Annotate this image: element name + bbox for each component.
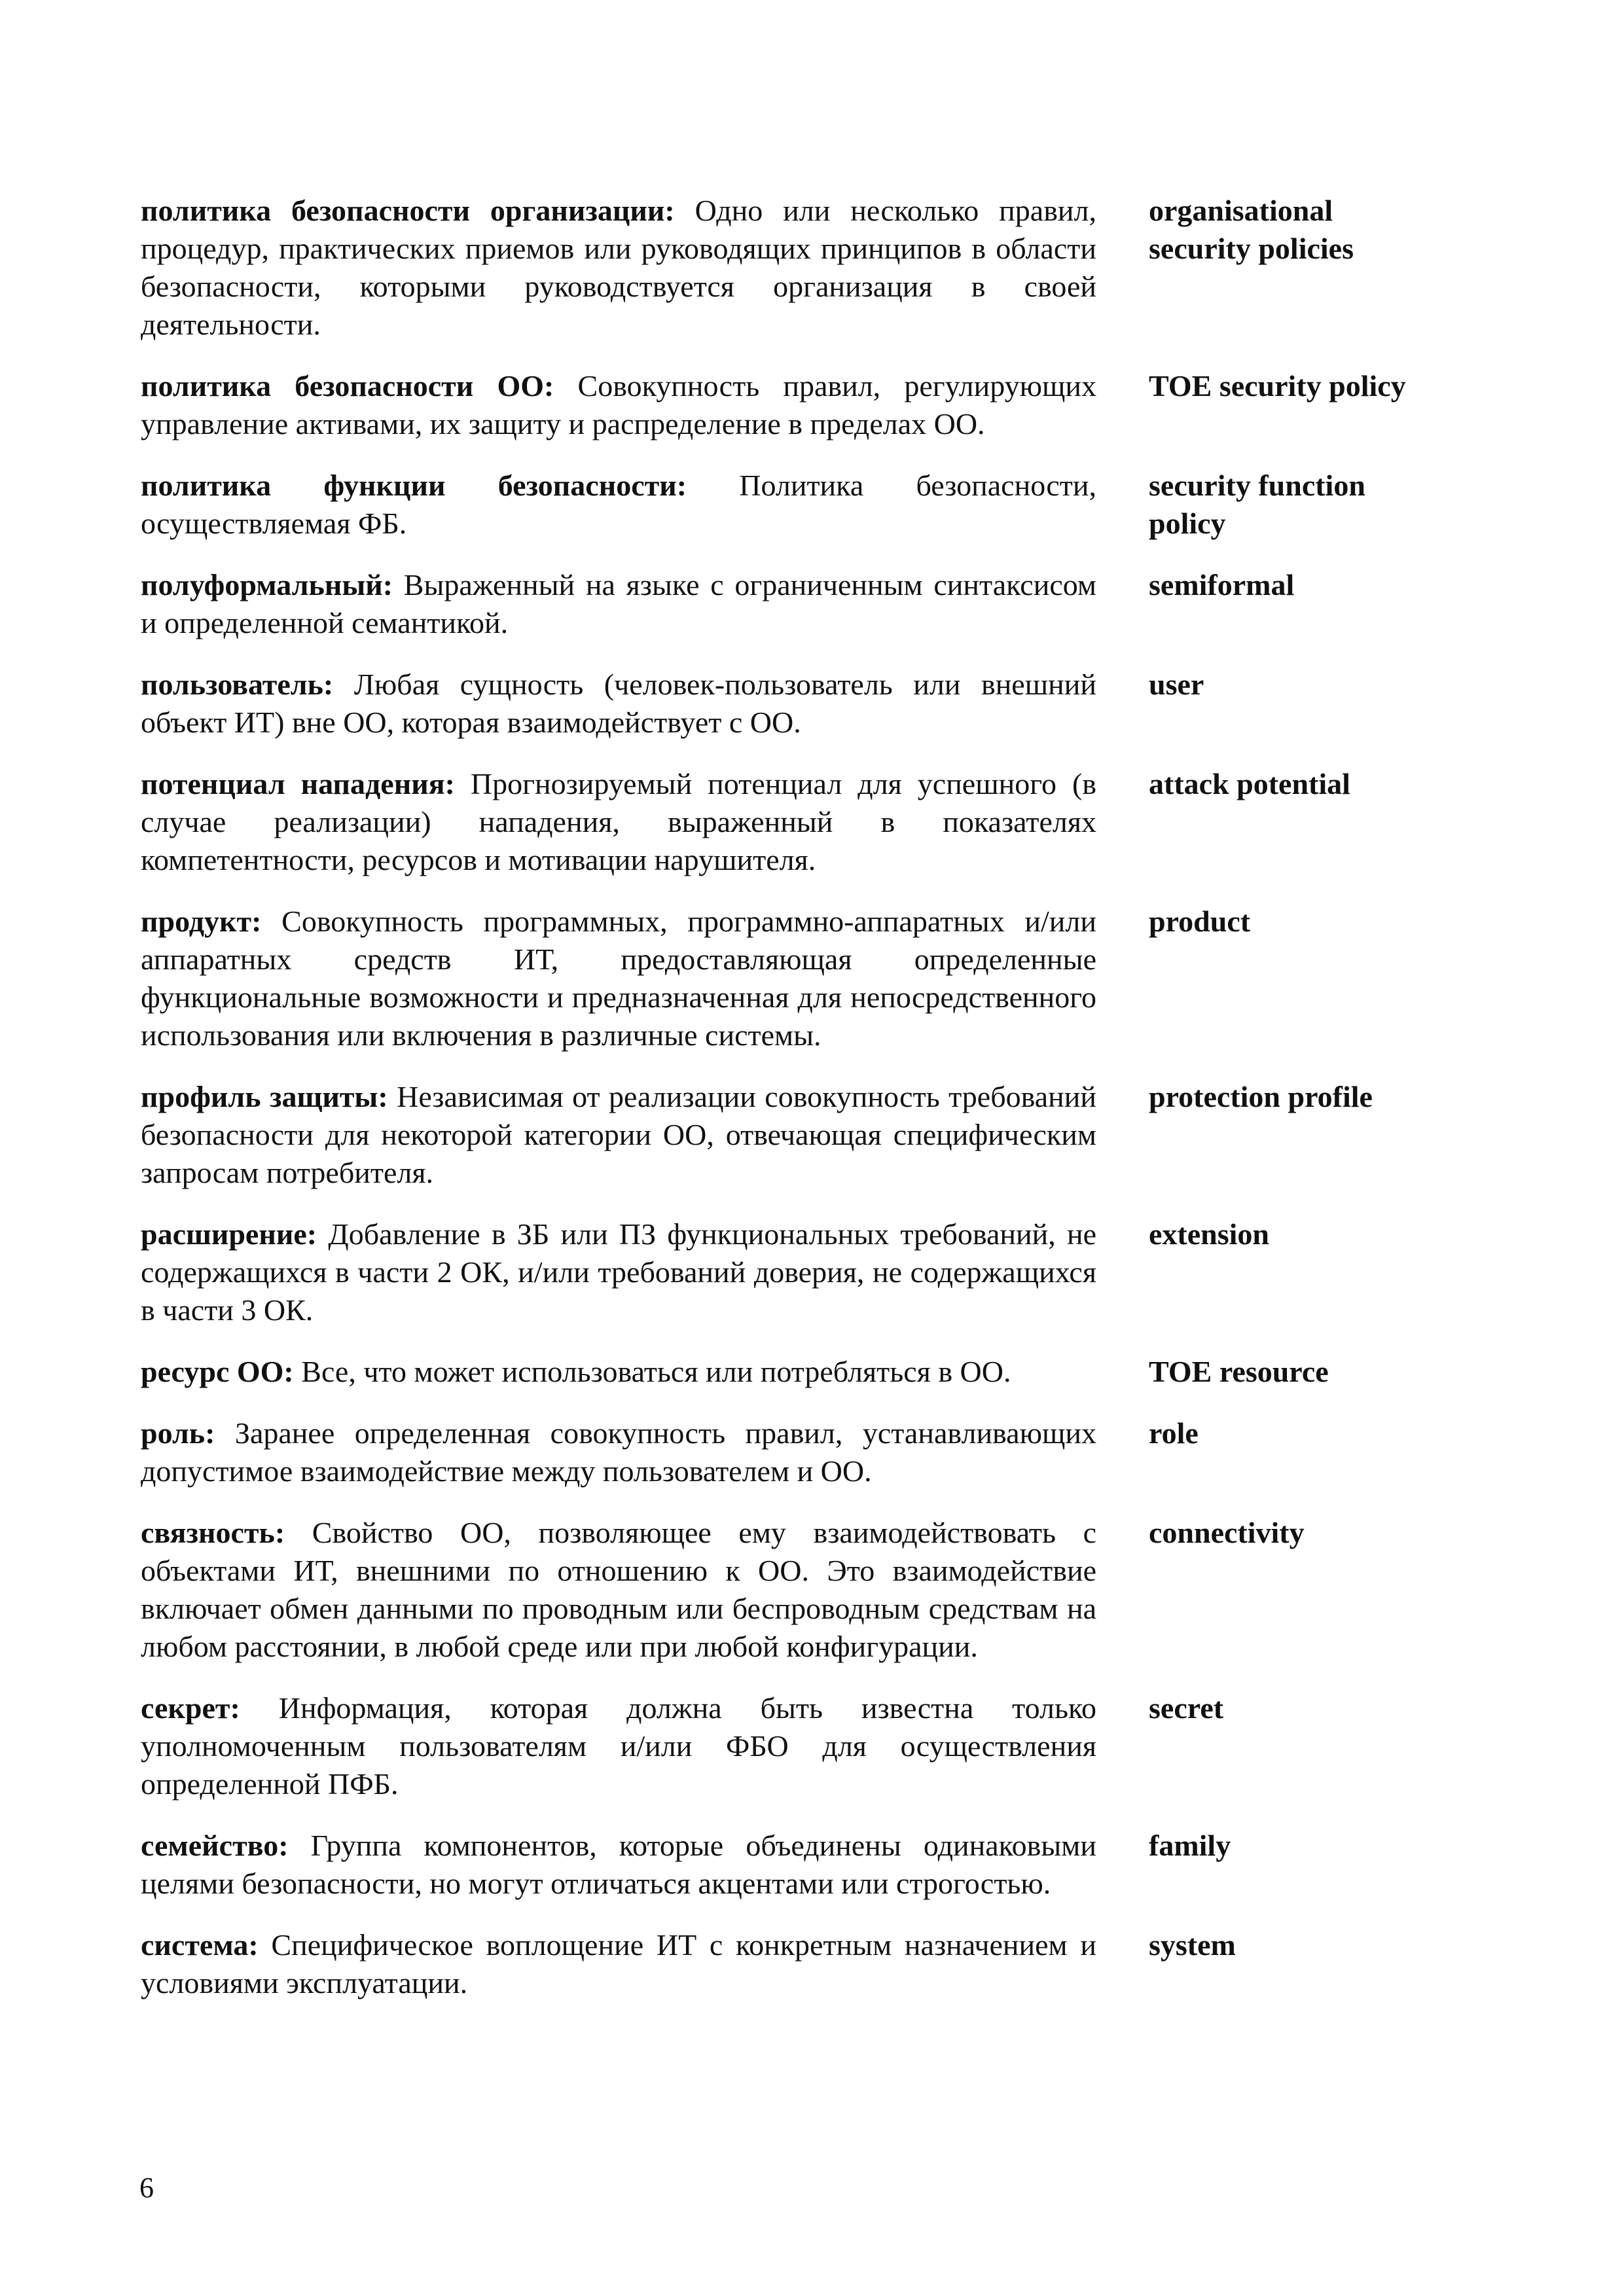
entry-term: политика функции безопасности:	[141, 469, 687, 502]
entry-definition: Прогнозируемый потенциал для успешного (в случае реализации) нападения, выраженный в показателях компетентности, ресурсов и мотивации нарушителя.	[141, 767, 1096, 876]
entry-term: секрет:	[141, 1691, 240, 1725]
entry-definition: Совокупность правил, регулирующих управление активами, их защиту и распределение в пределах ОО.	[141, 369, 1096, 440]
entry-english-term: role	[1149, 1416, 1199, 1450]
glossary-entry	[141, 1689, 1424, 1803]
entry-term: политика безопасности организации:	[141, 194, 675, 227]
glossary-entry	[141, 1078, 1424, 1192]
entry-term: профиль защиты:	[141, 1080, 388, 1113]
entry-definition-block	[141, 1215, 1096, 1329]
glossary-entry	[141, 1414, 1424, 1490]
glossary-entry	[141, 1215, 1424, 1329]
entry-term: связность:	[141, 1516, 285, 1549]
entry-english-term: product	[1149, 905, 1251, 938]
entry-definition: Свойство ОО, позволяющее ему взаимодействовать с объектами ИТ, внешними по отношению к ОО. Это взаимодействие включает обмен данными по проводным или беспроводным средствам на любом расстоянии, в любой среде или при любой конфигурации.	[141, 1516, 1096, 1663]
glossary-entry	[141, 1353, 1424, 1391]
entry-definition-block	[141, 1689, 1096, 1803]
entry-english-term: connectivity	[1149, 1516, 1305, 1549]
glossary-entry	[141, 1926, 1424, 2002]
glossary-list	[141, 192, 1424, 2026]
entry-english-term: security function policy	[1149, 469, 1365, 540]
entry-term: пользователь:	[141, 668, 334, 701]
entry-definition-block	[141, 903, 1096, 1054]
entry-definition-block	[141, 1353, 1096, 1391]
entry-english-term: TOE security policy	[1149, 369, 1406, 403]
entry-english-term: secret	[1149, 1691, 1224, 1725]
entry-definition: Выраженный на языке с ограниченным синтаксисом и определенной семантикой.	[141, 568, 1096, 639]
entry-english-term: TOE resource	[1149, 1355, 1329, 1388]
entry-term: продукт:	[141, 905, 262, 938]
entry-term: семейство:	[141, 1829, 289, 1862]
entry-definition: Независимая от реализации совокупность требований безопасности для некоторой категории ОО, отвечающая специфическим запросам потребителя.	[141, 1080, 1096, 1189]
glossary-entry	[141, 666, 1424, 742]
entry-english-term: user	[1149, 668, 1204, 701]
glossary-entry	[141, 1514, 1424, 1666]
entry-definition: Группа компонентов, которые объединены одинаковыми целями безопасности, но могут отличаться акцентами или строгостью.	[141, 1829, 1096, 1900]
entry-term: ресурс ОО:	[141, 1355, 294, 1388]
entry-english-term: semiformal	[1149, 568, 1295, 601]
entry-definition-block	[141, 666, 1096, 742]
entry-english-term: protection profile	[1149, 1080, 1373, 1113]
glossary-entry	[141, 192, 1424, 344]
entry-definition: Все, что может использоваться или потребляться в ОО.	[293, 1355, 1011, 1388]
glossary-entry	[141, 1827, 1424, 1903]
entry-term: политика безопасности ОО:	[141, 369, 554, 403]
entry-definition-block	[141, 192, 1096, 344]
entry-term: роль:	[141, 1416, 215, 1450]
entry-definition: Одно или несколько правил, процедур, практических приемов или руководящих принципов в области безопасности, которыми руководствуется организация в своей деятельности.	[141, 194, 1096, 341]
entry-term: расширение:	[141, 1217, 317, 1251]
entry-definition-block	[141, 1078, 1096, 1192]
entry-definition-block	[141, 566, 1096, 642]
entry-english-term: extension	[1149, 1217, 1269, 1251]
entry-definition: Добавление в ЗБ или ПЗ функциональных требований, не содержащихся в части 2 ОК, и/или требований доверия, не содержащихся в части 3 ОК.	[141, 1217, 1096, 1327]
entry-term: потенциал нападения:	[141, 767, 455, 800]
entry-term: система:	[141, 1928, 259, 1962]
entry-definition: Совокупность программных, программно-аппаратных и/или аппаратных средств ИТ, предоставляющая определенные функциональные возможности и предназначенная для непосредственного использования или включения в различные системы.	[141, 905, 1096, 1052]
entry-definition-block	[141, 467, 1096, 543]
entry-definition: Политика безопасности, осуществляемая ФБ.	[141, 469, 1096, 540]
page-number: 6	[139, 2172, 154, 2204]
entry-definition-block	[141, 367, 1096, 443]
entry-definition-block	[141, 1926, 1096, 2002]
entry-english-term: family	[1149, 1829, 1231, 1862]
entry-definition: Информация, которая должна быть известна только уполномоченным пользователям и/или ФБО для осуществления определенной ПФБ.	[141, 1691, 1096, 1801]
entry-definition-block	[141, 1414, 1096, 1490]
entry-definition: Заранее определенная совокупность правил, устанавливающих допустимое взаимодействие между пользователем и ОО.	[141, 1416, 1096, 1488]
glossary-entry	[141, 566, 1424, 642]
entry-definition: Специфическое воплощение ИТ с конкретным назначением и условиями эксплуатации.	[141, 1928, 1096, 2000]
glossary-entry	[141, 367, 1424, 443]
glossary-entry	[141, 467, 1424, 543]
entry-definition-block	[141, 1827, 1096, 1903]
entry-english-term: attack potential	[1149, 767, 1350, 800]
entry-definition-block	[141, 1514, 1096, 1666]
glossary-entry	[141, 903, 1424, 1054]
entry-definition-block	[141, 765, 1096, 879]
entry-english-term: system	[1149, 1928, 1236, 1962]
entry-term: полуформальный:	[141, 568, 393, 601]
glossary-entry	[141, 765, 1424, 879]
entry-definition: Любая сущность (человек-пользователь или внешний объект ИТ) вне ОО, которая взаимодействует с ОО.	[141, 668, 1096, 739]
entry-english-term: organisational security policies	[1149, 194, 1354, 265]
